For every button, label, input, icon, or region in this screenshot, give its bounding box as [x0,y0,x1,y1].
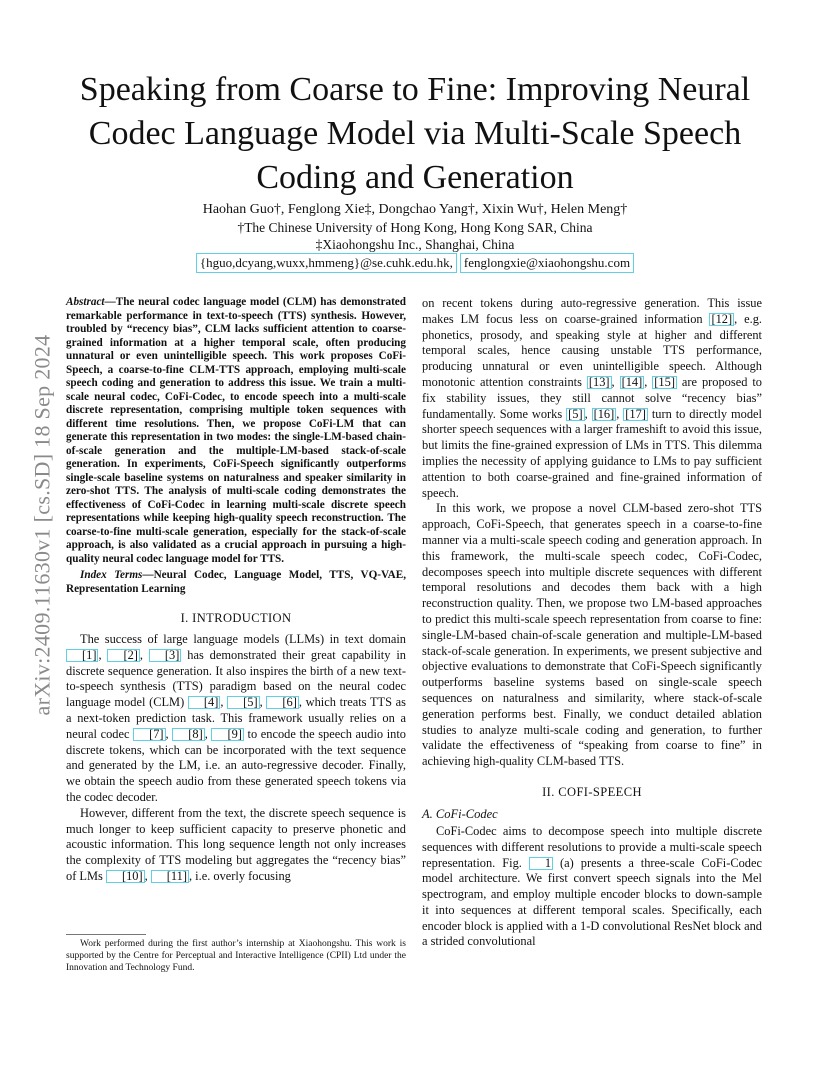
codec-paragraph: CoFi-Codec aims to decompose speech into multiple discrete sequences with different resolutions to provide a multi-scale speech representation. Fig. 1 (a) presents a three-scale CoFi-Codec model architecture. We first convert speech signals into the Mel spectrogram, and employ multiple encoder blocks to down-sample it into sequences at different temporal scales. Specifically, each encoder block is applied with a 1-D convolutional ResNet block and a strided convolutional [422,823,762,949]
arxiv-identifier-text: arXiv:2409.11630v1 [cs.SD] 18 Sep 2024 [29,334,55,716]
intro-paragraph-3: In this work, we propose a novel CLM-based zero-shot TTS approach, CoFi-Speech, that generates speech in a coarse-to-fine manner via a multi-scale speech coding and generation approach. In this framework, the multi-scale speech codec, CoFi-Codec, decomposes speech into multiple discrete sequences with different temporal resolutions and decodes them back with a high reconstruction quality. Then, we propose two LM-based approaches to predict this multi-scale speech representation from coarse to fine: single-LM-based chain-of-scale generation and multiple-LM-based stack-of-scale generation. In experiments, we present subjective and objective evaluations to demonstrate that CoFi-Speech significantly outperforms baseline systems based on single-scale speech sequences on naturalness and similarity, where stack-of-scale generation performs best. Finally, we conduct detailed ablation studies to analyze multi-scale coding and generation, to further validate the effectiveness of “speaking from coarse to fine” in achieving high-quality CLM-based TTS. [422,501,762,769]
citation-link[interactable]: [1] [66,649,98,662]
footnote-rule [66,934,146,935]
citation-link[interactable]: [9] [211,728,243,741]
citation-link[interactable]: [7] [133,728,165,741]
intro-paragraph-1: The success of large language models (LLMs) in text domain [1] , [2] , [3] has demonstrated their great capability in discrete sequence generation. It also inspires the birth of a new text-to-speech synthesis (TTS) paradigm based on the neural codec language model (CLM) [4] , [5] , [6] , which treats TTS as a next-token prediction task. This framework usually relies on a neural codec [7] , [8] , [9] to encode the speech audio into discrete tokens, which can be incorporated with the text sequence and generated by the LM, i.e. an auto-regressive decoder. Finally, we obtain the speech audio from these generated speech tokens via the codec decoder. [66,632,406,804]
citation-link[interactable]: [11] [151,870,189,883]
citation-link[interactable]: [13] [588,374,610,389]
figure-link[interactable]: 1 [529,857,553,870]
right-column [422,296,762,950]
index-terms-label: Index Terms [80,569,143,581]
affiliation-cuhk: †The Chinese University of Hong Kong, Hong Kong SAR, China [237,220,593,235]
footnote [66,934,406,974]
footnote-text: Work performed during the first author’s internship at Xiaohongshu. This work is supported by the Centre for Perceptual and Interactive Intelligence (CPII) Ltd under the Innovation and Technology Fund. [66,939,406,973]
subsection-heading-cofi-codec: A. CoFi-Codec [422,806,498,821]
citation-link[interactable]: [10] [106,870,145,883]
affiliation-xiaohongshu: ‡Xiaohongshu Inc., Shanghai, China [315,237,515,252]
email-line [70,253,760,273]
citation-link[interactable]: [5] [227,696,259,709]
intro-paragraph-2-start: However, different from the text, the discrete speech sequence is much longer to keep sufficient capacity to preserve phonetic and acoustic information. This long sequence length not only increases the complexity of TTS modeling but aggregates the “recency bias” of LMs [10] , [11] , i.e. overly focusing [66,805,406,883]
index-terms [66,569,406,596]
abstract-text [66,296,406,566]
abstract-label: Abstract [66,296,105,308]
citation-link[interactable]: [3] [149,649,181,662]
paper-title: Speaking from Coarse to Fine: Improving Neural Codec Language Model via Multi-Scale Speech Coding and Generation [79,71,751,196]
section-heading-introduction: I. INTRODUCTION [180,611,292,625]
citation-link[interactable]: [14] [621,374,643,389]
section-heading-cofi-speech: II. COFI-SPEECH [542,784,642,799]
citation-link[interactable]: [4] [188,696,220,709]
citation-link[interactable]: [12] [711,311,733,326]
citation-link[interactable]: [2] [107,649,139,662]
intro-paragraph-2-continued: on recent tokens during auto-regressive generation. This issue makes LM focus less on coarse-grained information [12] , e.g. phonetics, prosody, and speaking style at higher and different temporal scales, hence causing unstable TTS performance, producing unnatural or even unintelligible speech. Although monotonic attention constraints [13] , [14] , [15] are proposed to fix stability issues, they still cannot solve “recency bias” fundamentally. Some works [5] , [16] , [17] turn to directly model shorter speech sequences with a larger frameshift to avoid this issue, but limits the fine-grained expression of LMs in TTS. This dilemma implies the necessity of applying guidance to LMs to pay sufficient attention to both coarse-grained and fine-grained information of speech. [422,296,762,500]
citation-link[interactable]: [15] [654,374,675,389]
left-column [66,296,406,885]
citation-link[interactable]: [5] [568,406,583,421]
citation-link[interactable]: [17] [625,406,646,421]
email-link-cuhk[interactable]: {hguo,dcyang,wuxx,hmmeng}@se.cuhk.edu.hk, [196,253,457,273]
citation-link[interactable]: [6] [266,696,298,709]
abstract [66,296,406,596]
citation-link[interactable]: [16] [593,406,615,421]
abstract-body: —The neural codec language model (CLM) has demonstrated remarkable performance in text-to-speech (TTS) synthesis. However, troubled by “recency bias”, CLM lacks sufficient attention to coarse-grained information at a higher temporal scale, often producing unnatural or even unintelligible speech. This work proposes CoFi-Speech, a coarse-to-fine CLM-TTS approach, employing multi-scale speech coding and generation to address this issue. We train a multi-scale neural codec, CoFi-Codec, to encode speech into a multi-scale discrete representation, comprising multiple token sequences with different time resolutions. Then, we propose CoFi-LM that can generate this representation in two modes: the single-LM-based chain-of-scale generation and the multiple-LM-based stack-of-scale generation. In experiments, CoFi-Speech significantly outperforms single-scale baseline systems on naturalness and speaker similarity in zero-shot TTS. The analysis of multi-scale coding demonstrates the effectiveness of CoFi-Codec in learning multi-scale discrete speech representations while keeping high-quality speech reconstruction. The coarse-to-fine multi-scale generation, especially for the stack-of-scale approach, is also validated as a crucial approach in pursuing a high-quality neural codec language model for TTS. [66,296,406,565]
author-list: Haohan Guo†, Fenglong Xie‡, Dongchao Yang†, Xixin Wu†, Helen Meng† [202,202,628,217]
email-link-xiaohongshu[interactable]: fenglongxie@xiaohongshu.com [460,253,634,273]
citation-link[interactable]: [8] [172,728,204,741]
arxiv-identifier [24,290,60,760]
index-terms-body: —Neural Codec, Language Model, TTS, VQ-VAE, Representation Learning [66,569,406,595]
